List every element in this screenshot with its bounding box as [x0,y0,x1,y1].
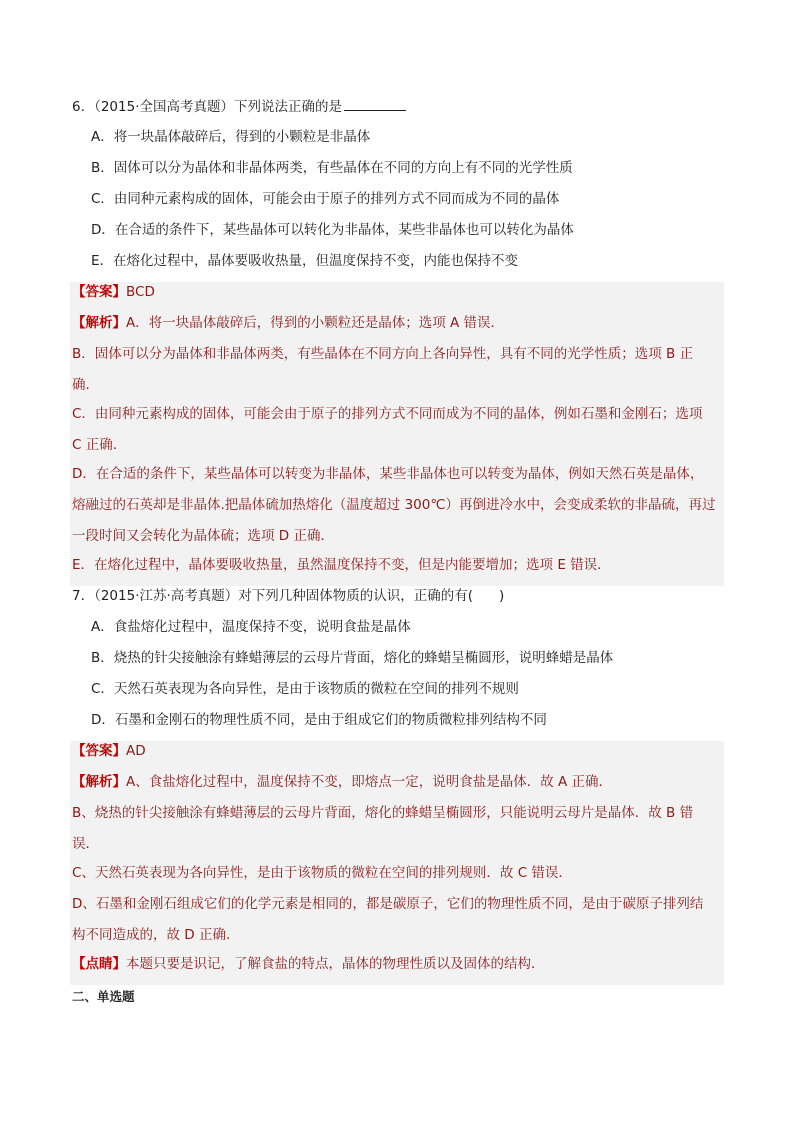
question-6-analysis-a: 【解析】A．将一块晶体敲碎后，得到的小颗粒还是晶体；选项 A 错误． [72,315,505,331]
question-6-analysis-d: D．在合适的条件下，某些晶体可以转变为非晶体，某些非晶体也可以转变为晶体，例如天然石英是晶体， 熔融过的石英却是非晶体.把晶体硫加热熔化（温度超过 300℃）再倒进冷水中，会变成柔软的非晶硫，再过 一段时间又会转化为晶体硫；选项 D 正确． [72,466,716,544]
question-7-comment: 【点睛】本题只要是识记，了解食盐的特点，晶体的物理性质以及固体的结构． [72,956,545,972]
question-6-option-c: C．由同种元素构成的固体，可能会由于原子的排列方式不同而成为不同的晶体 [91,191,560,207]
question-7-option-b: B．烧热的针尖接触涂有蜂蜡薄层的云母片背面，熔化的蜂蜡呈椭圆形，说明蜂蜡是晶体 [91,650,614,666]
question-6-analysis-c: C．由同种元素构成的固体，可能会由于原子的排列方式不同而成为不同的晶体，例如石墨和金刚石；选项 C 正确． [72,406,703,453]
question-7-option-c: C．天然石英表现为各向异性，是由于该物质的微粒在空间的排列不规则 [91,681,519,697]
question-6-option-b: B．固体可以分为晶体和非晶体两类，有些晶体在不同的方向上有不同的光学性质 [91,160,573,176]
question-6-analysis-b: B．固体可以分为晶体和非晶体两类，有些晶体在不同方向上各向异性，具有不同的光学性质；选项 B 正 确． [72,346,694,393]
question-7-analysis-b: B、烧热的针尖接触涂有蜂蜡薄层的云母片背面，熔化的蜂蜡呈椭圆形，只能说明云母片是晶体．故 B 错 误． [72,805,694,852]
question-7-analysis-d: D、石墨和金刚石组成它们的化学元素是相同的，都是碳原子，它们的物理性质不同，是由于碳原子排列结 构不同造成的，故 D 正确． [72,896,704,943]
question-7-option-a: A．食盐熔化过程中，温度保持不变，说明食盐是晶体 [91,619,411,635]
question-7-analysis-c: C、天然石英表现为各向异性，是由于该物质的微粒在空间的排列规则．故 C 错误． [72,865,572,881]
question-6-option-d: D．在合适的条件下，某些晶体可以转化为非晶体，某些非晶体也可以转化为晶体 [91,222,574,238]
section-title: 二、单选题 [72,989,135,1004]
question-6-option-e: E．在熔化过程中，晶体要吸收热量，但温度保持不变，内能也保持不变 [91,253,519,269]
question-7-answer: 【答案】AD [72,743,146,759]
question-6-option-a: A．将一块晶体敲碎后，得到的小颗粒是非晶体 [91,129,371,145]
question-7-solution [70,741,724,985]
question-6-solution [70,282,724,586]
question-7-stem: 7．（2015·江苏·高考真题）对下列几种固体物质的认识，正确的有( ) [72,588,505,604]
question-6-stem: 6．（2015·全国高考真题）下列说法正确的是 [72,96,724,127]
question-7-analysis-a: 【解析】A、食盐熔化过程中，温度保持不变，即熔点一定，说明食盐是晶体．故 A 正确． [72,774,613,790]
question-6-answer: 【答案】BCD [72,284,155,300]
content-area [72,96,724,1005]
answer-blank[interactable] [344,96,406,111]
question-7-option-d: D．石墨和金刚石的物理性质不同，是由于组成它们的物质微粒排列结构不同 [91,712,547,728]
question-6-analysis-e: E．在熔化过程中，晶体要吸收热量，虽然温度保持不变，但是内能要增加；选项 E 错误． [72,557,611,573]
